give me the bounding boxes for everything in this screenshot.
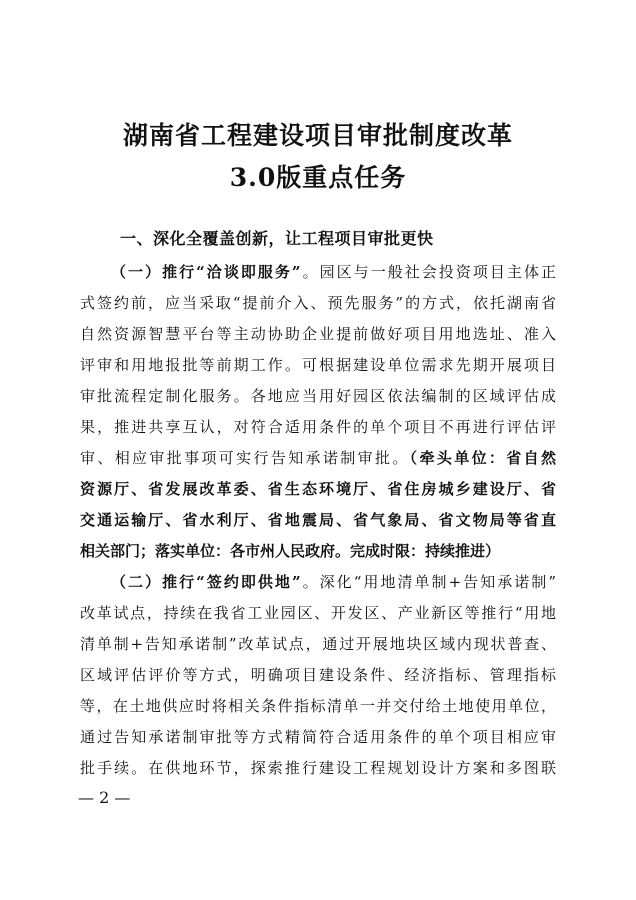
paragraph-2-line-6: 通过告知承诺制审批等方式精简符合适用条件的单个项目相应审 xyxy=(80,728,556,746)
paragraph-1-line-2: 式签约前，应当采取“提前介入、预先服务”的方式，依托湖南省 xyxy=(80,294,556,312)
page-number: — 2 — xyxy=(78,788,131,807)
section-heading-1: 一、深化全覆盖创新，让工程项目审批更快 xyxy=(120,229,434,248)
paragraph-1-line-1-text: 。园区与一般社会投资项目主体正 xyxy=(300,263,556,281)
paragraph-2-line-7: 批手续。在供地环节，探索推行建设工程规划设计方案和多图联 xyxy=(80,759,556,777)
paragraph-1-line-3: 自然资源智慧平台等主动协助企业提前做好项目用地选址、准入 xyxy=(80,325,556,343)
paragraph-1-line-10: 相关部门；落实单位：各市州人民政府。完成时限：持续推进） xyxy=(80,542,501,560)
paragraph-2-line-3: 清单制+告知承诺制”改革试点，通过开展地块区域内现状普查、 xyxy=(80,635,556,653)
document-title-line-1: 湖南省工程建设项目审批制度改革 xyxy=(122,121,513,150)
paragraph-1-line-6: 果，推进共享互认，对符合适用条件的单个项目不再进行评估评 xyxy=(80,418,556,436)
document-title-line-2: 3.0版重点任务 xyxy=(229,163,407,192)
paragraph-1-line-9: 交通运输厅、省水利厅、省地震局、省气象局、省文物局等省直 xyxy=(80,511,556,529)
paragraph-1-subheading: （一）推行“洽谈即服务” xyxy=(111,263,301,281)
paragraph-1-line-7 xyxy=(80,445,556,471)
paragraph-1-line-4: 评审和用地报批等前期工作。可根据建设单位需求先期开展项目 xyxy=(80,356,556,374)
paragraph-1-line-5: 审批流程定制化服务。各地应当用好园区依法编制的区域评估成 xyxy=(80,387,556,405)
paragraph-2-line-5: 等，在土地供应时将相关条件指标清单一并交付给土地使用单位， xyxy=(80,697,556,715)
paragraph-1-line-8: 资源厅、省发展改革委、省生态环境厅、省住房城乡建设厅、省 xyxy=(80,480,556,498)
paragraph-2-line-2: 改革试点，持续在我省工业园区、开发区、产业新区等推行“用地 xyxy=(80,604,556,622)
paragraph-1-line-1 xyxy=(111,259,556,285)
paragraph-2-line-1 xyxy=(111,569,556,595)
paragraph-1-responsibility-start: （牵头单位：省自然 xyxy=(409,449,556,467)
paragraph-2-line-4: 区域评估评价等方式，明确项目建设条件、经济指标、管理指标 xyxy=(80,666,556,684)
paragraph-2-subheading: （二）推行“签约即供地” xyxy=(111,573,301,591)
paragraph-2-line-1-text: 。深化“用地清单制+告知承诺制” xyxy=(300,573,556,591)
paragraph-1-line-7-text: 审、相应审批事项可实行告知承诺制审批。 xyxy=(80,449,410,467)
